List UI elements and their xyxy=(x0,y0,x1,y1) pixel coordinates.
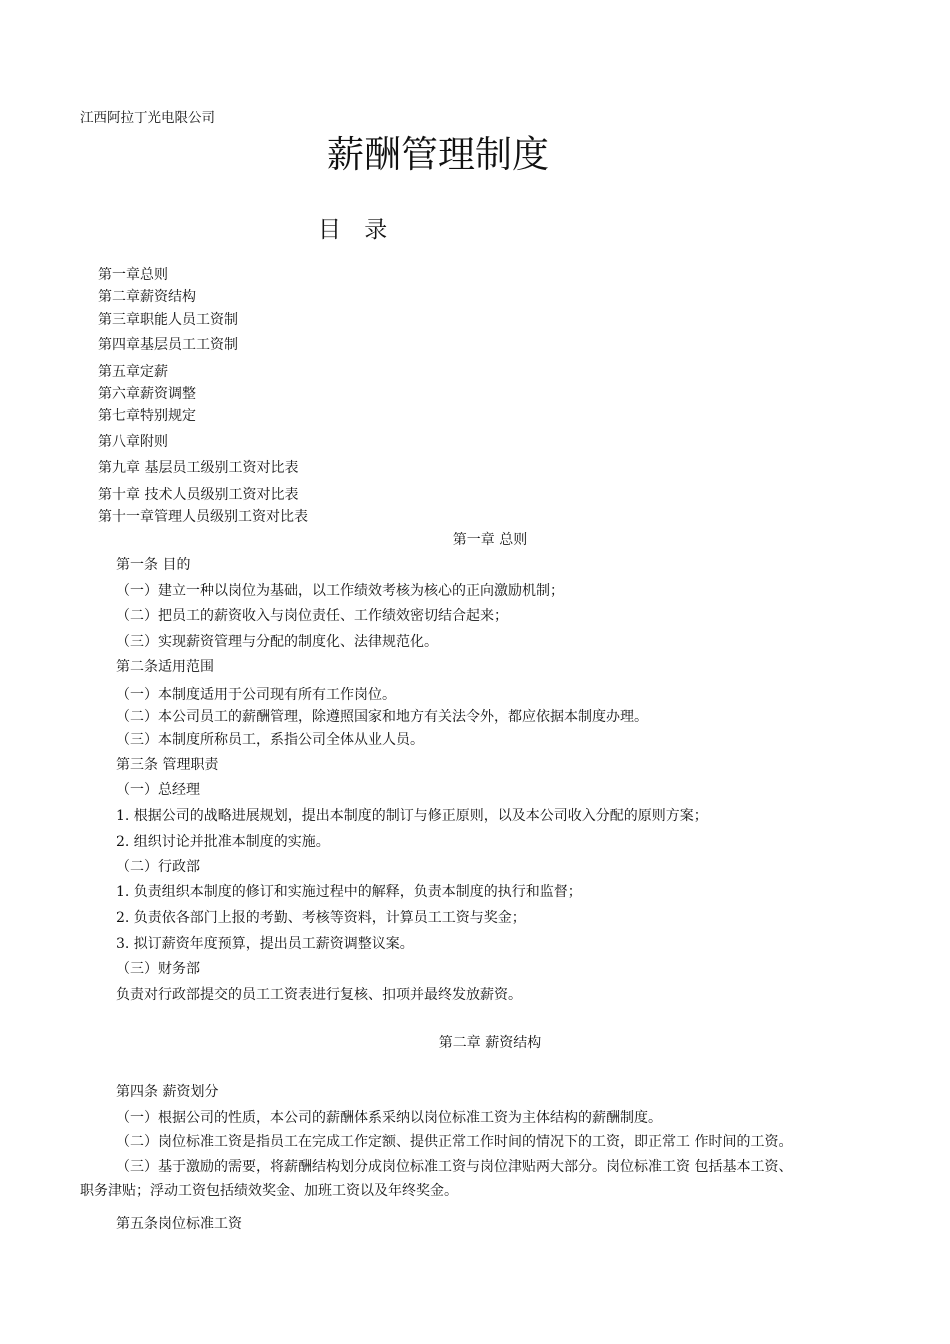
admin-item: 2. 负责依各部门上报的考勤、考核等资料，计算员工工资与奖金； xyxy=(116,910,526,926)
article-1-item: （三）实现薪资管理与分配的制度化、法律规范化。 xyxy=(116,634,438,650)
article-2-title: 第二条适用范围 xyxy=(116,659,214,675)
toc-item: 第九章 基层员工级别工资对比表 xyxy=(98,460,299,476)
article-4-paragraph: 职务津贴；浮动工资包括绩效奖金、加班工资以及年终奖金。 xyxy=(80,1183,458,1199)
toc-item: 第五章定薪 xyxy=(98,364,168,380)
chapter-2-heading: 第二章 薪资结构 xyxy=(438,1035,542,1051)
gm-item: 1. 根据公司的战略进展规划，提出本制度的制订与修正原则，以及本公司收入分配的原则方案； xyxy=(116,808,708,824)
company-name: 江西阿拉丁光电限公司 xyxy=(80,110,215,126)
article-4-title: 第四条 薪资划分 xyxy=(116,1084,219,1100)
article-5-title: 第五条岗位标准工资 xyxy=(116,1216,242,1232)
article-4-paragraph: （三）基于激励的需要，将薪酬结构划分成岗位标准工资与岗位津贴两大部分。岗位标准工资 包括基本工资、 xyxy=(116,1159,793,1175)
toc-item: 第一章总则 xyxy=(98,267,168,283)
chapter-1-heading: 第一章 总则 xyxy=(452,532,528,548)
admin-title: （二）行政部 xyxy=(116,859,200,875)
article-4-paragraph: （二）岗位标准工资是指员工在完成工作定额、提供正常工作时间的情况下的工资，即正常工 作时间的工资。 xyxy=(116,1134,793,1150)
article-2-item: （一）本制度适用于公司现有所有工作岗位。 xyxy=(116,687,396,703)
toc-item: 第十一章管理人员级别工资对比表 xyxy=(98,509,308,525)
toc-item: 第八章附则 xyxy=(98,434,168,450)
finance-title: （三）财务部 xyxy=(116,961,200,977)
admin-item: 1. 负责组织本制度的修订和实施过程中的解释，负责本制度的执行和监督； xyxy=(116,884,582,900)
article-1-item: （一）建立一种以岗位为基础，以工作绩效考核为核心的正向激励机制； xyxy=(116,583,564,599)
document-title: 薪酬管理制度 xyxy=(327,133,549,176)
toc-item: 第四章基层员工工资制 xyxy=(98,337,238,353)
admin-item: 3. 拟订薪资年度预算，提出员工薪资调整议案。 xyxy=(116,936,414,952)
article-2-item: （二）本公司员工的薪酬管理，除遵照国家和地方有关法令外，都应依据本制度办理。 xyxy=(116,709,648,725)
toc-item: 第十章 技术人员级别工资对比表 xyxy=(98,487,299,503)
toc-item: 第七章特别规定 xyxy=(98,408,196,424)
article-3-title: 第三条 管理职责 xyxy=(116,757,219,773)
gm-title: （一）总经理 xyxy=(116,782,200,798)
article-1-title: 第一条 目的 xyxy=(116,557,191,573)
gm-item: 2. 组织讨论并批准本制度的实施。 xyxy=(116,834,330,850)
article-1-item: （二）把员工的薪资收入与岗位责任、工作绩效密切结合起来； xyxy=(116,608,508,624)
toc-item: 第三章职能人员工资制 xyxy=(98,312,238,328)
finance-text: 负责对行政部提交的员工工资表进行复核、扣项并最终发放薪资。 xyxy=(116,987,522,1003)
article-4-paragraph: （一）根据公司的性质，本公司的薪酬体系采纳以岗位标准工资为主体结构的薪酬制度。 xyxy=(116,1110,662,1126)
toc-item: 第二章薪资结构 xyxy=(98,289,196,305)
article-2-item: （三）本制度所称员工，系指公司全体从业人员。 xyxy=(116,732,424,748)
toc-title: 目 录 xyxy=(318,217,396,243)
toc-item: 第六章薪资调整 xyxy=(98,386,196,402)
